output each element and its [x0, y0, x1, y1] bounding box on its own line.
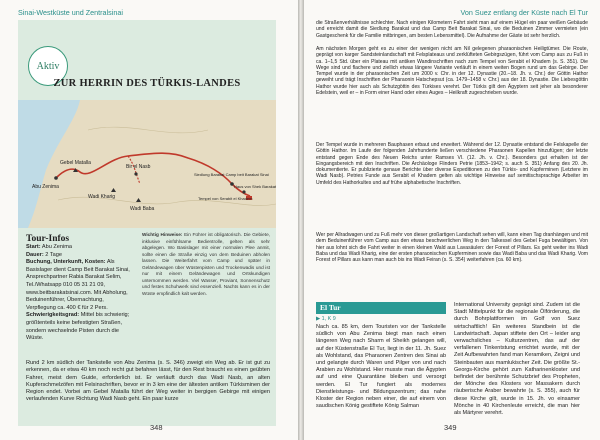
aktiv-badge: Aktiv [28, 46, 68, 86]
right-page [304, 0, 600, 440]
el-tur-column-1: Nach ca. 85 km, dem Touristen vor der Tankstelle südlich von Abu Zenima biegt man nach einen längeren Weg nach Sharm el Sheikh gelangen will, auf der Küstenstraße El Tur, liegt in der 11. Jh. Suez als Wohlstand, das Pharaonen Zentren des Sinai ab und gelangte durch Waren und Pilger von und nach Arabien zu Wohlstand. Hier musste man die Ägypten auf und eine Quarantäne bleiben und versorgt werden. El Tur fungiert als modernes Dienstleistungs- und Bildungszentrum; das nahe Kloster der Region neben einer, die auf einem von saudischen König gestiftete König Salman [316, 324, 446, 410]
page-number-left: 348 [150, 423, 163, 432]
map-label-haus: Haus von Shek Barakat [234, 184, 276, 189]
map-label-bir-el-nasb: Bir el Nasb [126, 164, 151, 170]
paragraph-2: Am nächsten Morgen geht es zu einer der wenigen nicht am Nil gelegenen pharaonischen Heiligtümer. Die Route, geprägt von karger Sandsteinlandschaft mit Felsplateaus und zerklüfteten Gebirgszügen, führt vom Camp aus zu Fuß in ca. 1–1,5 Std. über ein Plateau mit antiken Wandinschriften nach zum Tempel von Serabit el Khadem (s. S. 351). Die Wege sind und flachere und ziellich etwas längere Variante verläuft in einem weiten Bogen rund um das Gebirge. Der Tempel wurde in der pharaonischen Zeit um 2000 v. Chr. in der 12. Dynastie (20.–18. Jh. v. Chr.) der Göttin Hathor geweiht und trägt Inschriften der Pharaonin Hatschepsut (ca. 1479–1458 v. Chr.) aus der 18. Dynastie. Die Liebesgöttin Hathor wurde hier auch als Schutzgöttin des Türkises verehrt. Der Türkis gilt den Ägyptern seit jeher als besonderer Edelstein, weil er – in Form einer Hand oder eines Auges – Heilkraft zugeschrieben wurde. [316, 46, 588, 97]
route-map [18, 100, 276, 228]
notes-text: Ein Führer ist obligatorisch. Die Gebiete, inklusive einfühlsame Bedientrolle, gelten als sehr abgelegen. Wo Basislager mit einer normalen Plee anmit, sollte einen die Straße einzig von dem Beduinen abholen lassen. Die Weiterfahrt vom Camp und später in Geländewagen über Wüstenpisten und Trockenwadis und ist nur mit einem Geländewagen und Ortskundigen unternommen werden. Viel Wasser, Proviant, Sonnenschutz und festes Schuhwerk sind essenziell. Nachts kann es in der Wüste empfindlich kalt werden. [142, 232, 270, 296]
aktiv-box [18, 20, 276, 426]
running-header-left: Sinai-Westküste und Zentralsinai [18, 8, 123, 17]
paragraph-3: Der Tempel wurde in mehreren Bauphasen erbaut und erweitert. Während der 12. Dynastie entstand die Felskapelle der Göttin Hathor. Im Laufe der folgenden Jahrhunderte ließen verschiedene Pharaonen Kapellen hinzufügen; der letzte entstand gegen Ende des Neuen Reichs unter Ramses VI. (12. Jh. v. Chr.). Besonders gut erhalten ist der Eingangsbereich mit den Inschriften. Die Archäologe Flinders Petrie (1853–1942; s. auch S. 351) Anfang des 20. Jh. dokumentierte. Er publizierte genaue Berichte über diverse Expeditionen zu den Türkis- und Kupferminen (Letztere im Wadi Nasb). Petries Funde aus Serabit el Khadem gelten als wichtige Hinweise auf semitischsprachige Arbeiter im Umfeld des Hathorkultes und auf frühe alphabetische Inschriften. [316, 142, 588, 186]
tour-info-item: Schwierigkeitsgrad: Mittel bis schwierig; größtenteils keine befestigten Straßen, sondern wechselnde Pisten durch die Wüste. [26, 312, 130, 342]
running-header-right: Von Suez entlang der Küste nach El Tur [460, 8, 588, 17]
notes-label: Wichtig Hinweise: [142, 232, 183, 237]
tour-info-heading: Tour-Infos [26, 234, 70, 244]
el-tur-column-2: International University geprägt sind. Zudem ist die Stadt Mittelpunkt für die regionale Ölförderung, die durch Bohrplattformen im Golf von Suez wirtschaftlich! Ein weiteres Standbein ist die Landwirtschaft. Japan stiftete den Ort – leider ang verwachsliches – Kulturzentren, das auf der verfallenen Tinkentstung errichtet wurde, mit der Zeit Aufbewahrten fand man Keramiken, Zeigni und Steinbauten aus mamlukischer Zeit. Die größte St.-Georgs-Kirche gehört zum Katharinenkloster und befindet der berühmte Schutzbrief des Propheten, der Mönche des Klosters vor Massakern durch räuberische Araber bewahrte (s. S. 355), auch für diese Kirche gilt, wurde in 15. Jh. vo einsamer Mönche in 40 Kirchenleute erreicht, die man hier als Märtyrer verehrt. [454, 302, 580, 417]
map-label-wadi-baba: Wadi Baba [130, 206, 155, 212]
abu-zenima-marker [54, 176, 58, 180]
paragraph-1: die Straßenverhältnisse schlechter. Nach einigen Kilometern Fahrt sieht man auf einem Hügel ein paar weißen Gebäude und erreicht damit die Siedlung Barakat und das Camp Beit Barakat Sinai, wo die Beduinen Zimmer vermieten (ein Gastgeschenk für die Familie mitbringen, am besten Lebensmittel). Die Aufnahme der Gäste ist sehr herzlich. [316, 20, 588, 39]
map-label-wadi-kharig: Wadi Kharig [88, 194, 116, 200]
tour-info-item: Dauer: 2 Tage [26, 251, 62, 258]
map-label-tempel: Tempel von Serabit el Khadem [198, 196, 253, 201]
tour-info-item: Buchung, Unterkunft, Kosten: Als Basislager dient Camp Beit Barakat Sinai, Ansprechpartner Rabia Barakat Selim, Tel./Whatsapp 010 05 31 21 09, www.beitbarakatsinai.com. Mit Abholung, Beduinenführer, Übernachtung, Verpflegung ca. 400 € für 2 Pers. [26, 259, 130, 311]
map-label-siedlung: Siedlung Barakat Camp beit Barakat Sinai [194, 172, 269, 177]
box-title: ZUR HERRIN DES TÜRKIS-LANDES [53, 78, 241, 89]
left-page [0, 0, 298, 440]
important-notes [142, 232, 270, 297]
map-reference: ▶ 1, K 9 [316, 316, 336, 322]
bir-el-nasb-marker [134, 172, 137, 175]
tour-info-list [26, 244, 134, 343]
tour-info-item: Start: Abu Zenima [26, 244, 73, 250]
section-title-el-tur: El Tur [316, 302, 446, 314]
map-label-abu-zenima: Abu Zenima [32, 184, 59, 190]
haus-marker [242, 190, 245, 193]
box-body-text: Rund 2 km südlich der Tankstelle von Abu Zenima (s. S. 346) zweigt ein Weg ab. Er ist gut zu erkennen, da er etwa 40 km noch recht gut befahren lässt, für den Rest braucht es einen geübten Fahrer, meist dem Guide, erforderlich ist. Er verläuft durch das Wadi Nasb, an alten Kupferschmelzöfen mit Felsinschriften, bevor er in 3 km eine der ältesten antiken Türkisminen der Region endet. Vorbei am Gebel Matalla führt der Weg weiter in bergigen Gebirge mit einigen verlaufenden Kurve Richtung Wadi Nasb geht. Ein paar kurze [26, 360, 270, 403]
page-number-right: 349 [444, 423, 457, 432]
paragraph-4: Wer per Allradwagen und zu Fuß mehr von dieser großartigen Landschaft sehen will, kann einen Tag dranhängen und mit dem Beduinenführer vom Camp aus den etwas beschwerlichen Weg in den Talkessel des Gebel Fuga bewältigen. Von hier aus lohnt sich die Fahrt weiter in einen kleinen Wald aus Lavasäulen: der Forest of Pillars. Es geht weiter ins Wadi Baba und das Wadi Kharig, eine der ersten pharaonischen Kupferminen sowie das Wadi Baba und das Wadi Kharig. Vom Forest of Pillars aus kann man auch bis ins Wadi Feiran (s. S. 354) weiterfahren (ca. 60 km). [316, 232, 588, 264]
map-label-gebel-matalla: Gebel Matalla [60, 160, 91, 166]
